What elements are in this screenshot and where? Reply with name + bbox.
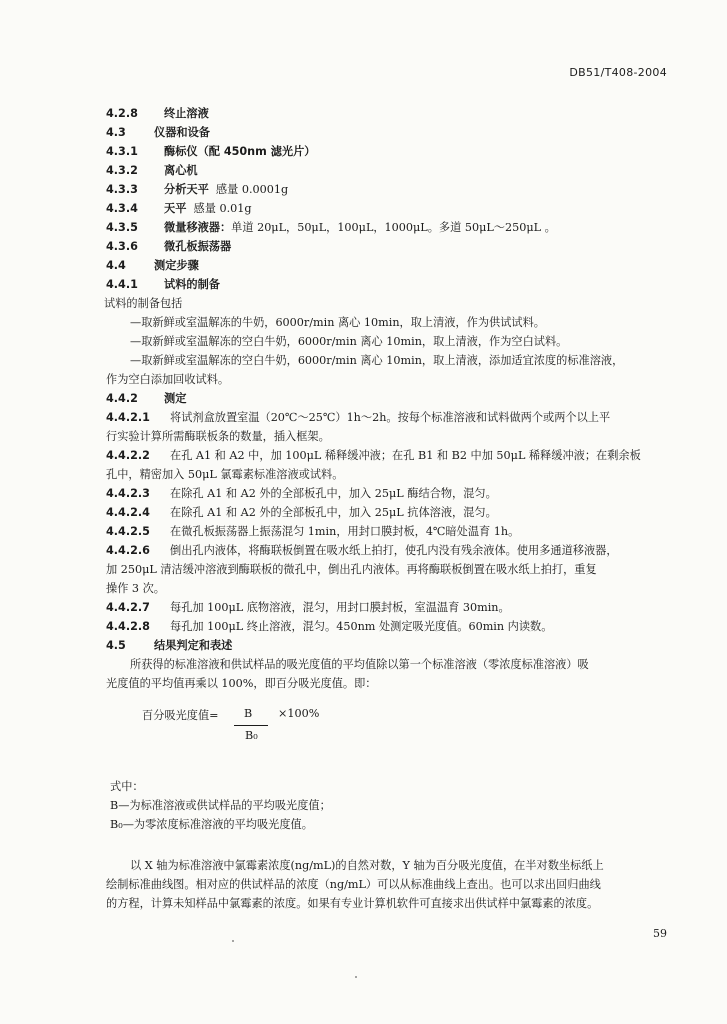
section-4-4-2-6: 4.4.2.6 倒出孔内液体，将酶联板倒置在吸水纸上拍打，使孔内没有残余液体。使用多通道移液器， (106, 544, 618, 557)
section-4-3-6: 4.3.6 微孔板振荡器 (106, 240, 232, 253)
section-4-4-2-8: 4.4.2.8 每孔加 100μL 终止溶液，混匀。450nm 处测定吸光度值。60min 内读数。 (106, 620, 553, 633)
final-paragraph-line-2: 绘制标准曲线图。相对应的供试样品的浓度（ng/mL）可以从标准曲线上查出。也可以求出回归曲线 (106, 878, 601, 891)
where-label: 式中： (110, 780, 144, 793)
prep-item-3: —取新鲜或室温解冻的空白牛奶，6000r/min 离心 10min，取上清液，添加适宜浓度的标准溶液， (130, 354, 624, 367)
final-paragraph-line-1: 以 X 轴为标准溶液中氯霉素浓度(ng/mL)的自然对数，Y 轴为百分吸光度值，在半对数坐标纸上 (130, 859, 604, 872)
document-code: DB51/T408-2004 (569, 66, 667, 79)
section-4-4-2-6-continued-2: 操作 3 次。 (106, 582, 165, 595)
result-paragraph: 所获得的标准溶液和供试样品的吸光度值的平均值除以第一个标准溶液（零浓度标准溶液）吸 (130, 658, 589, 671)
document-body (106, 104, 666, 913)
prep-item-3-continued: 作为空白添加回收试料。 (106, 373, 230, 386)
formula-denominator: B₀ (245, 729, 258, 742)
where-b0-definition: B₀—为零浓度标准溶液的平均吸光度值。 (110, 818, 313, 831)
final-paragraph-line-3: 的方程，计算未知样品中氯霉素的浓度。如果有专业计算机软件可直接求出供试样中氯霉素的浓度。 (106, 897, 599, 910)
section-4-4: 4.4 测定步骤 (106, 259, 199, 272)
section-4-3-5: 4.3.5 微量移液器：单道 20μL，50μL，100μL，1000μL。多道 50μL～250μL 。 (106, 221, 556, 234)
formula-factor: ×100% (278, 707, 320, 720)
prep-item-1: —取新鲜或室温解冻的牛奶，6000r/min 离心 10min，取上清液，作为供试试料。 (130, 316, 545, 329)
section-4-4-1: 4.4.1 试料的制备 (106, 278, 220, 291)
scan-speck (232, 940, 234, 942)
section-4-4-2-1-continued: 行实验计算所需酶联板条的数量，插入框架。 (106, 430, 330, 443)
scan-speck (355, 976, 357, 978)
section-4-4-2-2-continued: 孔中，精密加入 50μL 氯霉素标准溶液或试料。 (106, 468, 344, 481)
section-4-4-2: 4.4.2 测定 (106, 392, 187, 405)
page-number: 59 (653, 927, 667, 940)
section-4-3-3: 4.3.3 分析天平 感量 0.0001g (106, 183, 289, 196)
formula-label: 百分吸光度值= (142, 709, 219, 722)
percent-absorbance-formula (106, 701, 666, 763)
section-4-4-2-2: 4.4.2.2 在孔 A1 和 A2 中，加 100μL 稀释缓冲液；在孔 B1 和 B2 中加 50μL 稀释缓冲液；在剩余板 (106, 449, 641, 462)
section-4-4-2-5: 4.4.2.5 在微孔板振荡器上振荡混匀 1min，用封口膜封板，4℃暗处温育 1h。 (106, 525, 520, 538)
where-b-definition: B—为标准溶液或供试样品的平均吸光度值； (110, 799, 331, 812)
formula-numerator: B (244, 707, 253, 720)
section-4-2-8: 4.2.8 终止溶液 (106, 107, 209, 120)
section-4-4-2-3: 4.4.2.3 在除孔 A1 和 A2 外的全部板孔中，加入 25μL 酶结合物，混匀。 (106, 487, 497, 500)
section-4-5: 4.5 结果判定和表述 (106, 639, 233, 652)
section-4-3: 4.3 仪器和设备 (106, 126, 210, 139)
fraction-bar (234, 725, 268, 726)
section-4-4-2-1: 4.4.2.1 将试剂盒放置室温（20℃～25℃）1h～2h。按每个标准溶液和试料做两个或两个以上平 (106, 411, 611, 424)
section-4-3-4: 4.3.4 天平 感量 0.01g (106, 202, 252, 215)
section-4-4-2-6-continued-1: 加 250μL 清洁缓冲溶液到酶联板的微孔中，倒出孔内液体。再将酶联板倒置在吸水纸上拍打，重复 (106, 563, 597, 576)
section-4-3-2: 4.3.2 离心机 (106, 164, 198, 177)
prep-intro: 试料的制备包括 (104, 297, 183, 310)
section-4-4-2-4: 4.4.2.4 在除孔 A1 和 A2 外的全部板孔中，加入 25μL 抗体溶液，混匀。 (106, 506, 497, 519)
section-4-3-1: 4.3.1 酶标仪（配 450nm 滤光片） (106, 145, 316, 158)
prep-item-2: —取新鲜或室温解冻的空白牛奶，6000r/min 离心 10min，取上清液，作为空白试料。 (130, 335, 568, 348)
result-paragraph-continued: 光度值的平均值再乘以 100%，即百分吸光度值。即： (106, 677, 377, 690)
section-4-4-2-7: 4.4.2.7 每孔加 100μL 底物溶液，混匀，用封口膜封板，室温温育 30min。 (106, 601, 510, 614)
